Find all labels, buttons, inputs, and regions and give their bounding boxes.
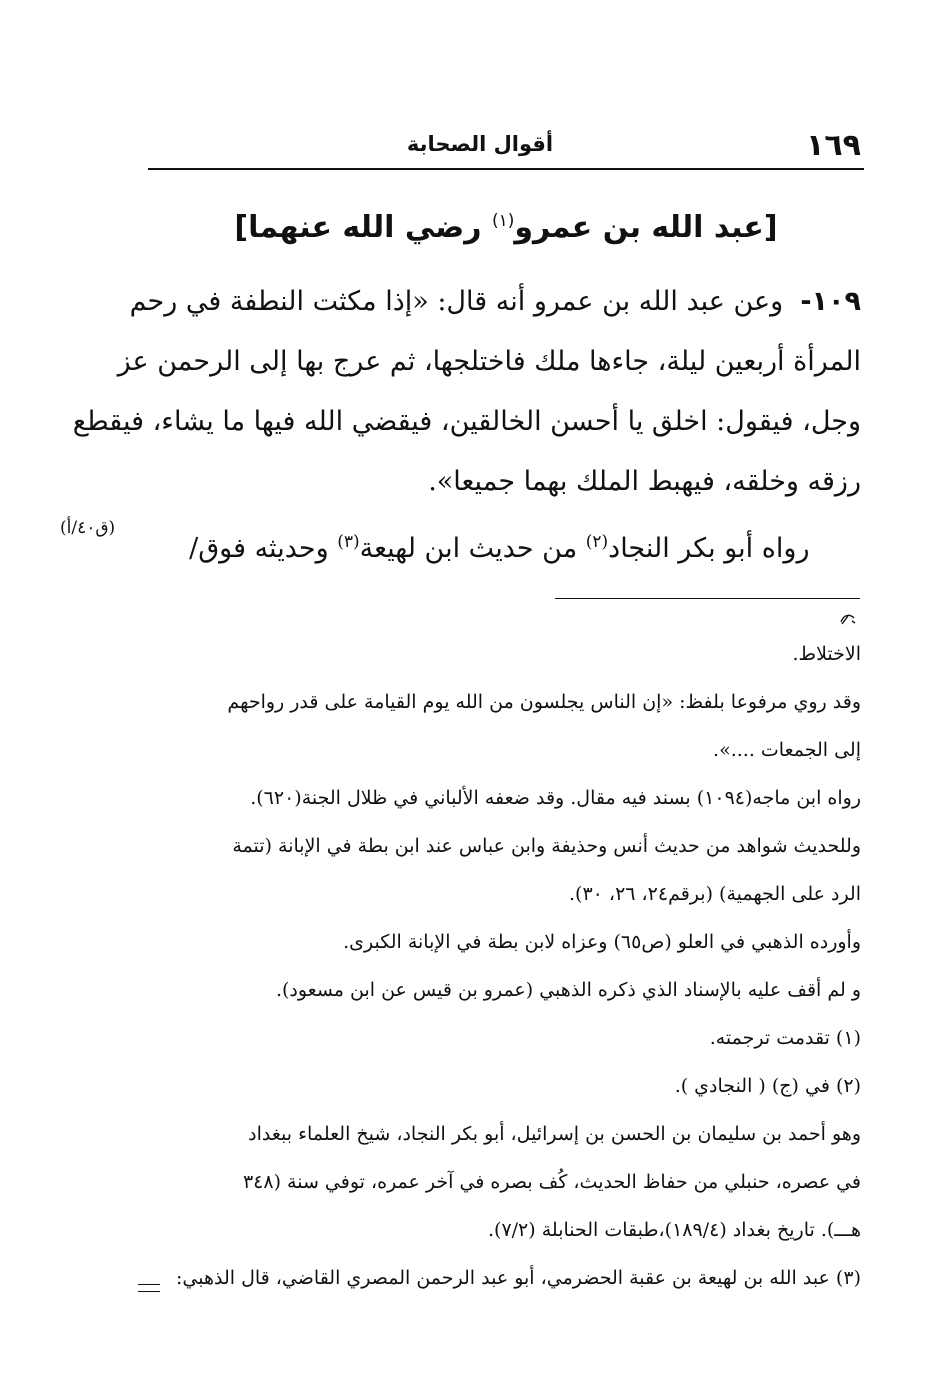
riwaya-text: رواه أبو بكر النجاد	[608, 533, 810, 564]
footnote-line: الرد على الجهمية) (برقم٢٤، ٢٦، ٣٠).	[569, 883, 861, 905]
riwaya-text: وحديثه فوق/	[189, 533, 338, 564]
footnote-divider	[555, 598, 860, 599]
running-title: أقوال الصحابة	[406, 132, 554, 156]
footnotes	[141, 630, 861, 1302]
footnote-ref-2: (٢)	[585, 532, 609, 552]
footnote-2: (٢) في (ج) ( النجادي ).	[674, 1075, 861, 1097]
hadith-line: المرأة أربعين ليلة، جاءها ملك فاختلجها، ثم عرج بها إلى الرحمن عز	[117, 346, 861, 377]
hadith-text: وعن عبد الله بن عمرو أنه قال: «إذا مكثت النطفة في رحم	[129, 286, 784, 317]
footnote-line: في عصره، حنبلي من حفاظ الحديث، كُف بصره في آخر عمره، توفي سنة (٣٤٨	[242, 1171, 861, 1193]
footnote-line: إلى الجمعات ....».	[713, 739, 861, 761]
hadith-number: ١٠٩-	[800, 286, 861, 317]
section-title-start: [عبد الله بن عمرو	[514, 210, 778, 245]
hadith-line: رزقه وخلقه، فيهبط الملك بهما جميعا».	[428, 466, 861, 497]
hadith-line: وجل، فيقول: اخلق يا أحسن الخالقين، فيقضي الله فيها ما يشاء، فيقطع	[72, 406, 861, 437]
manuscript-folio-ref: (ق٤٠/أ)	[60, 518, 116, 538]
footnote-1: (١) تقدمت ترجمته.	[709, 1027, 861, 1049]
footnote-line: هـــ). تاريخ بغداد (١٨٩/٤)،طبقات الحنابلة (٧/٢).	[488, 1219, 861, 1241]
page-number: ١٦٩	[806, 128, 861, 163]
riwaya-line	[143, 512, 861, 572]
hadith-line	[129, 272, 861, 332]
footnote-line: وقد روي مرفوعا بلفظ: «إن الناس يجلسون من الله يوم القيامة على قدر رواحهم	[227, 691, 861, 713]
footnote-line: وهو أحمد بن سليمان بن الحسن بن إسرائيل، أبو بكر النجاد، شيخ العلماء ببغداد	[248, 1123, 861, 1145]
footnote-ref-1: (١)	[491, 211, 515, 231]
footnote-ref-3: (٣)	[337, 532, 360, 552]
section-title-end: رضي الله عنهما]	[234, 210, 492, 245]
footnote-line: الاختلاط.	[792, 643, 861, 665]
footnote-line: وأورده الذهبي في العلو (ص٦٥) وعزاه لابن بطة في الإبانة الكبرى.	[343, 931, 861, 953]
footnote-3: (٣) عبد الله بن لهيعة بن عقبة الحضرمي، أبو عبد الرحمن المصري القاضي، قال الذهبي:	[176, 1267, 861, 1289]
footnote-line: وللحديث شواهد من حديث أنس وحذيفة وابن عباس عند ابن بطة في الإبانة (تتمة	[232, 835, 861, 857]
footnote-line: و لم أقف عليه بالإسناد الذي ذكره الذهبي (عمرو بن قيس عن ابن مسعود).	[275, 979, 861, 1001]
footnote-line: رواه ابن ماجه(١٠٩٤) بسند فيه مقال. وقد ضعفه الألباني في ظلال الجنة(٦٢٠).	[250, 787, 861, 809]
section-heading	[150, 210, 862, 245]
continuation-mark-icon	[839, 610, 857, 631]
continuation-equals-mark	[138, 1284, 160, 1292]
header-divider	[148, 168, 864, 170]
riwaya-text: من حديث ابن لهيعة	[359, 533, 586, 564]
